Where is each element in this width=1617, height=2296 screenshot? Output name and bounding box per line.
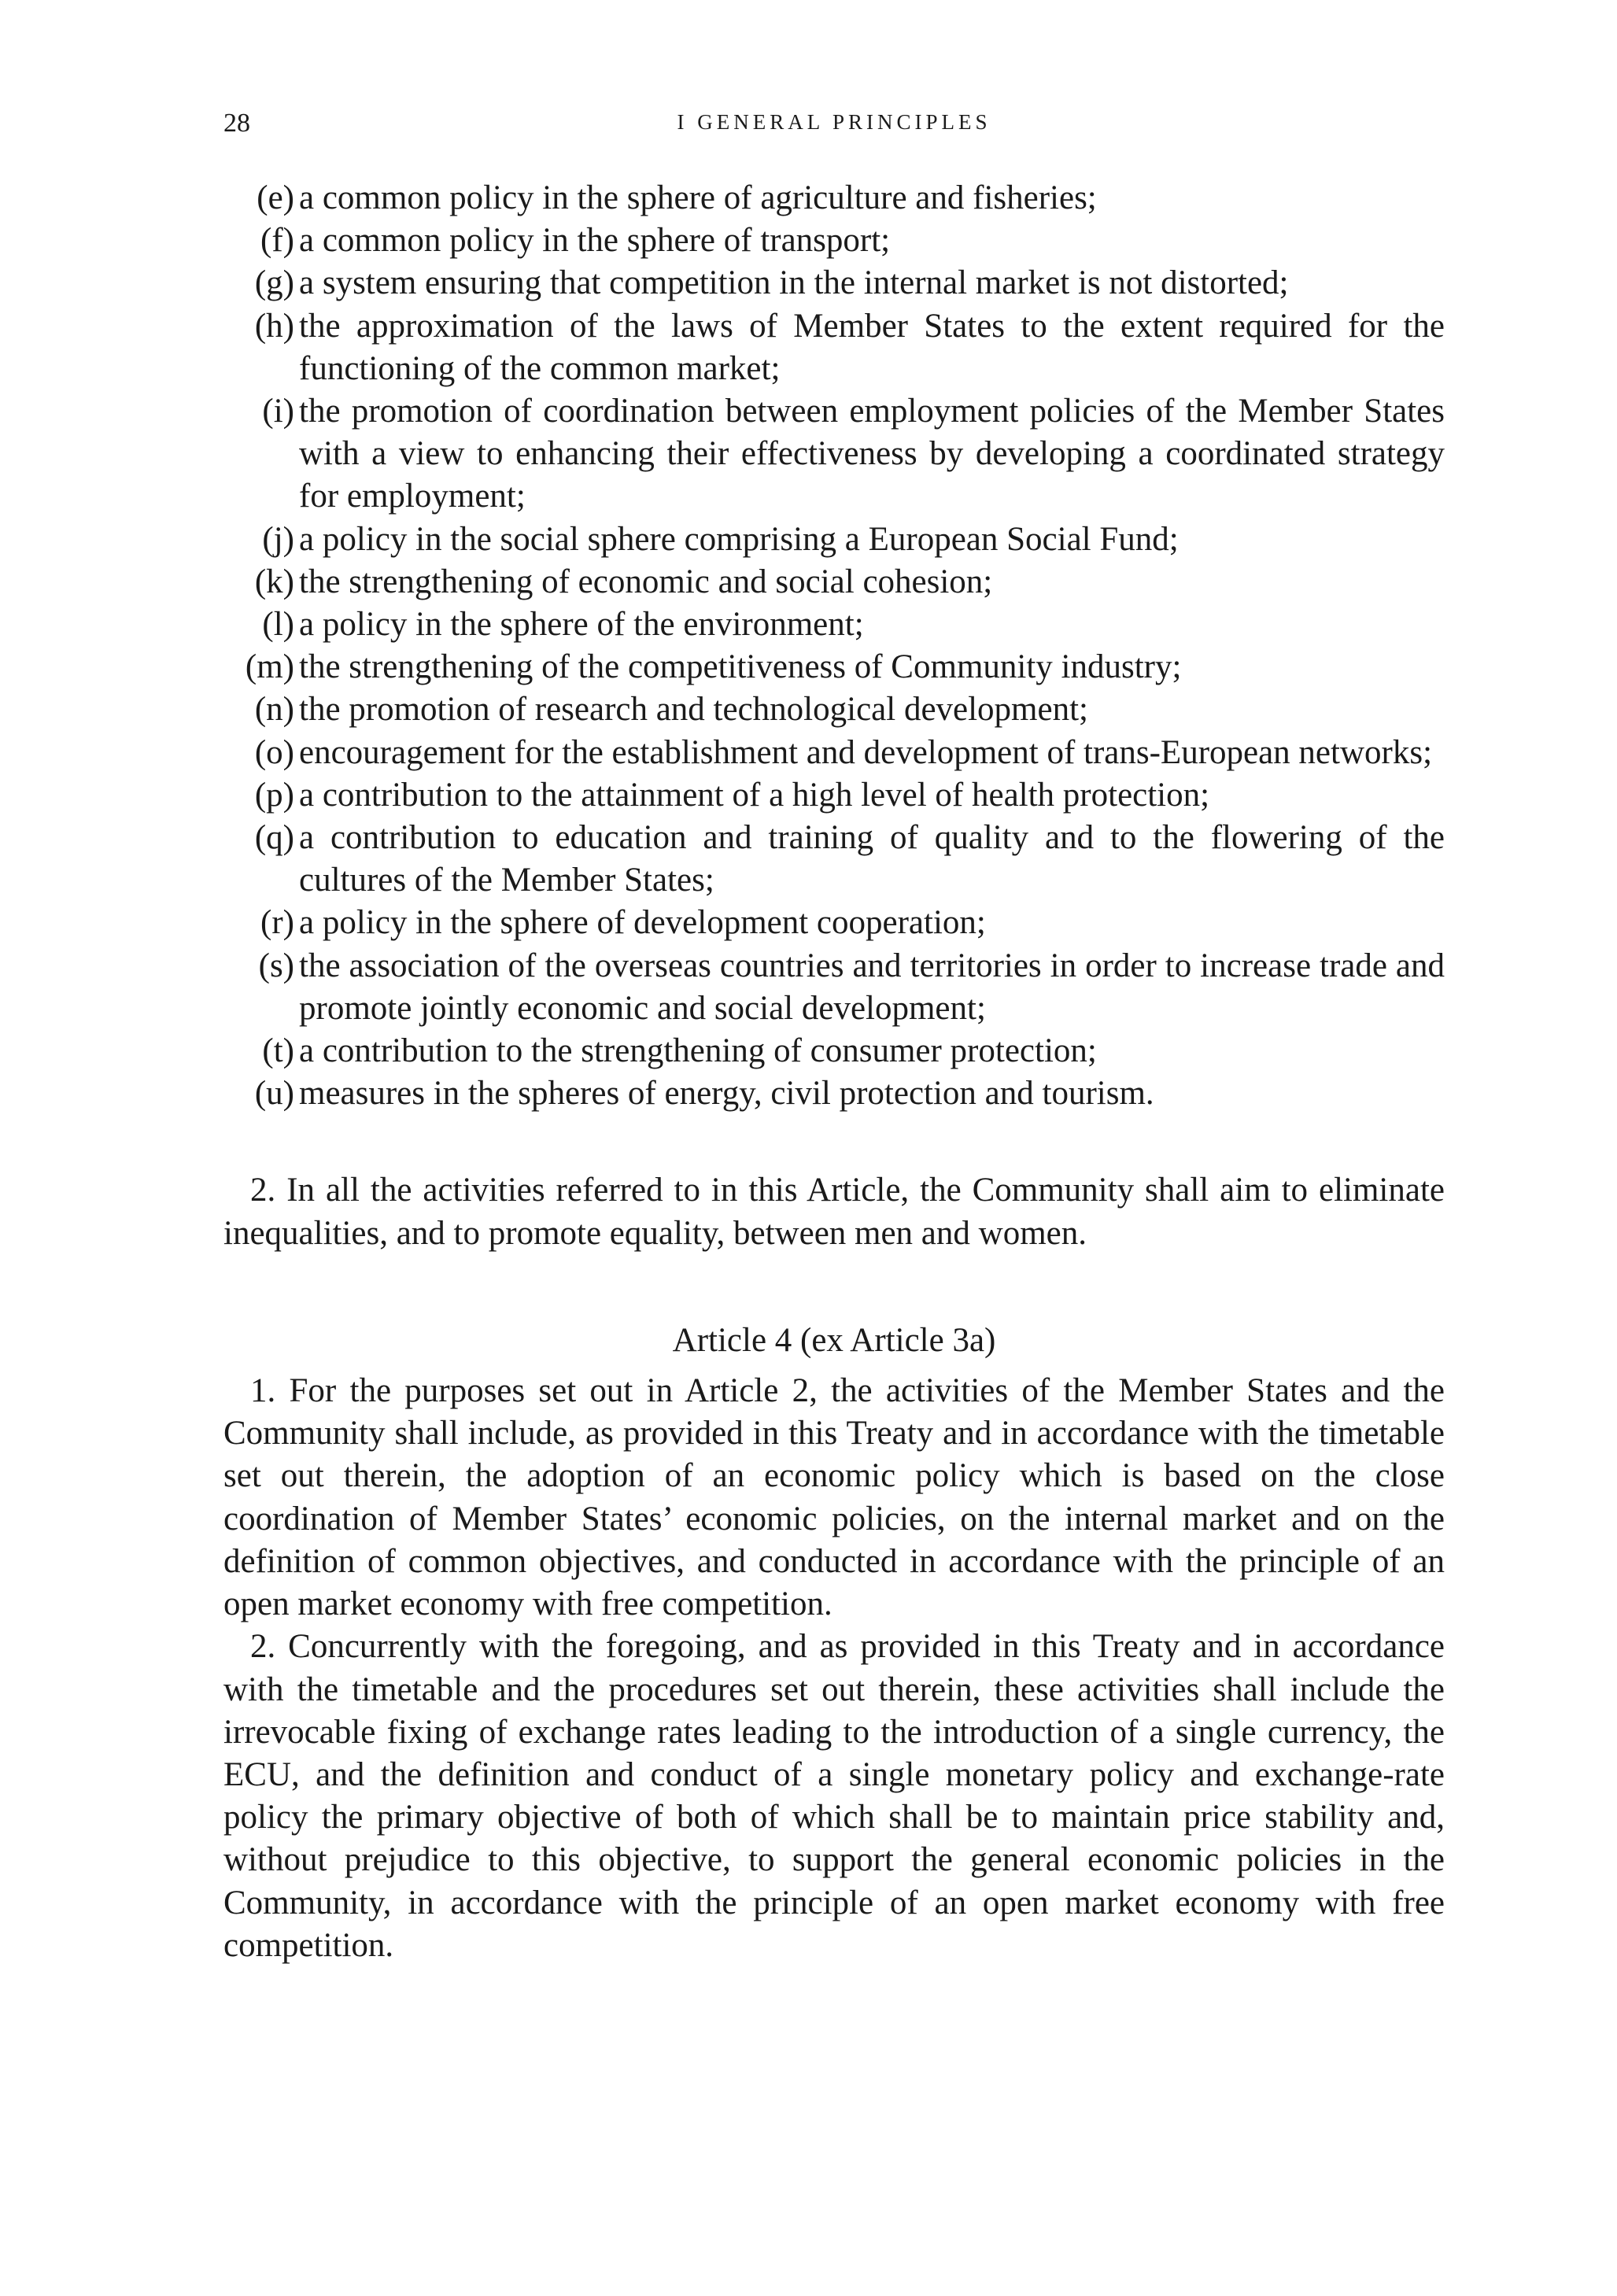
list-item-label: (f) bbox=[260, 222, 294, 260]
list-item-label: (e) bbox=[257, 179, 294, 216]
list-item bbox=[223, 902, 1445, 944]
list-item bbox=[223, 774, 1445, 817]
list-item bbox=[223, 817, 1445, 902]
list-item-text: a policy in the sphere of the environment; bbox=[299, 606, 864, 644]
list-item-text: a contribution to the attainment of a high level of health protection; bbox=[299, 776, 1210, 814]
list-item-text: measures in the spheres of energy, civil protection and tourism. bbox=[299, 1075, 1154, 1113]
article4-paragraph-1: 1. For the purposes set out in Article 2, the activities of the Member States and the Community shall include, as provided in this Treaty and in accordance with the timetable set out therein, the adoption of an economic policy which is based on the close coordination of Member States’ economic policies, on the internal market and on the definition of common objectives, and conducted in accordance with the principle of an open market economy with free competition. bbox=[223, 1372, 1445, 1623]
list-item-text: encouragement for the establishment and development of trans-European networks; bbox=[299, 733, 1433, 771]
article3-paragraph-2: 2. In all the activities referred to in this Article, the Community shall aim to eliminate inequalities, and to promote equality, between men and women. bbox=[223, 1172, 1445, 1252]
activities-list bbox=[223, 177, 1445, 1115]
list-item-text: the promotion of research and technological development; bbox=[299, 691, 1088, 729]
list-item-text: a system ensuring that competition in the internal market is not distorted; bbox=[299, 264, 1289, 302]
page-body bbox=[223, 177, 1445, 1967]
list-item bbox=[223, 305, 1445, 390]
list-item-label: (r) bbox=[260, 904, 294, 942]
list-item-label: (k) bbox=[254, 563, 294, 600]
list-item-text: a contribution to the strengthening of consumer protection; bbox=[299, 1032, 1097, 1070]
list-item-text: a policy in the sphere of development cooperation; bbox=[299, 904, 986, 942]
page-number: 28 bbox=[223, 109, 250, 138]
list-item bbox=[223, 561, 1445, 604]
list-item-label: (u) bbox=[254, 1075, 294, 1113]
list-item-text: a common policy in the sphere of transport; bbox=[299, 222, 891, 260]
list-item-label: (q) bbox=[254, 819, 294, 857]
list-item-text: the association of the overseas countries and territories in order to increase trade and promote jointly economic and social development; bbox=[299, 947, 1445, 1027]
list-item-text: a contribution to education and training of quality and to the flowering of the cultures of the Member States; bbox=[299, 819, 1445, 899]
list-item bbox=[223, 1030, 1445, 1072]
list-item-text: the approximation of the laws of Member States to the extent required for the functioning of the common market; bbox=[299, 307, 1445, 387]
list-item-label: (h) bbox=[254, 307, 294, 345]
list-item bbox=[223, 945, 1445, 1030]
list-item bbox=[223, 519, 1445, 561]
list-item-label: (j) bbox=[262, 520, 294, 558]
list-item bbox=[223, 688, 1445, 731]
list-item bbox=[223, 1072, 1445, 1115]
list-item-label: (t) bbox=[262, 1032, 294, 1070]
list-item-text: a policy in the social sphere comprising a European Social Fund; bbox=[299, 520, 1179, 558]
list-item-text: the strengthening of the competitiveness of Community industry; bbox=[299, 648, 1182, 686]
list-item bbox=[223, 604, 1445, 646]
list-item bbox=[223, 262, 1445, 305]
list-item bbox=[223, 177, 1445, 220]
page-header bbox=[223, 109, 1445, 151]
list-item-label: (o) bbox=[254, 733, 294, 771]
list-item-label: (l) bbox=[262, 606, 294, 644]
list-item-text: the strengthening of economic and social cohesion; bbox=[299, 563, 993, 600]
list-item bbox=[223, 732, 1445, 774]
article4-paragraph-2: 2. Concurrently with the foregoing, and as provided in this Treaty and in accordance with the timetable and the procedures set out therein, these activities shall include the irrevocable fixing of exchange rates leading to the introduction of a single currency, the ECU, and the definition and conduct of a single monetary policy and exchange-rate policy the primary objective of both of which shall be to maintain price stability and, without prejudice to this objective, to support the general economic policies in the Community, in accordance with the principle of an open market economy with free competition. bbox=[223, 1628, 1445, 1964]
list-item-label: (p) bbox=[254, 776, 294, 814]
running-title: I GENERAL PRINCIPLES bbox=[677, 110, 991, 134]
list-item bbox=[223, 390, 1445, 519]
list-item-label: (g) bbox=[254, 264, 294, 302]
list-item-label: (s) bbox=[258, 947, 294, 984]
list-item-text: the promotion of coordination between employment policies of the Member States with a view to enhancing their effectiveness by developing a coordinated strategy for employment; bbox=[299, 393, 1445, 515]
list-item-label: (m) bbox=[245, 648, 294, 686]
list-item bbox=[223, 220, 1445, 262]
list-item bbox=[223, 646, 1445, 688]
list-item-text: a common policy in the sphere of agriculture and fisheries; bbox=[299, 179, 1097, 216]
article-heading: Article 4 (ex Article 3a) bbox=[672, 1321, 996, 1359]
list-item-label: (i) bbox=[262, 393, 294, 430]
list-item-label: (n) bbox=[254, 691, 294, 729]
